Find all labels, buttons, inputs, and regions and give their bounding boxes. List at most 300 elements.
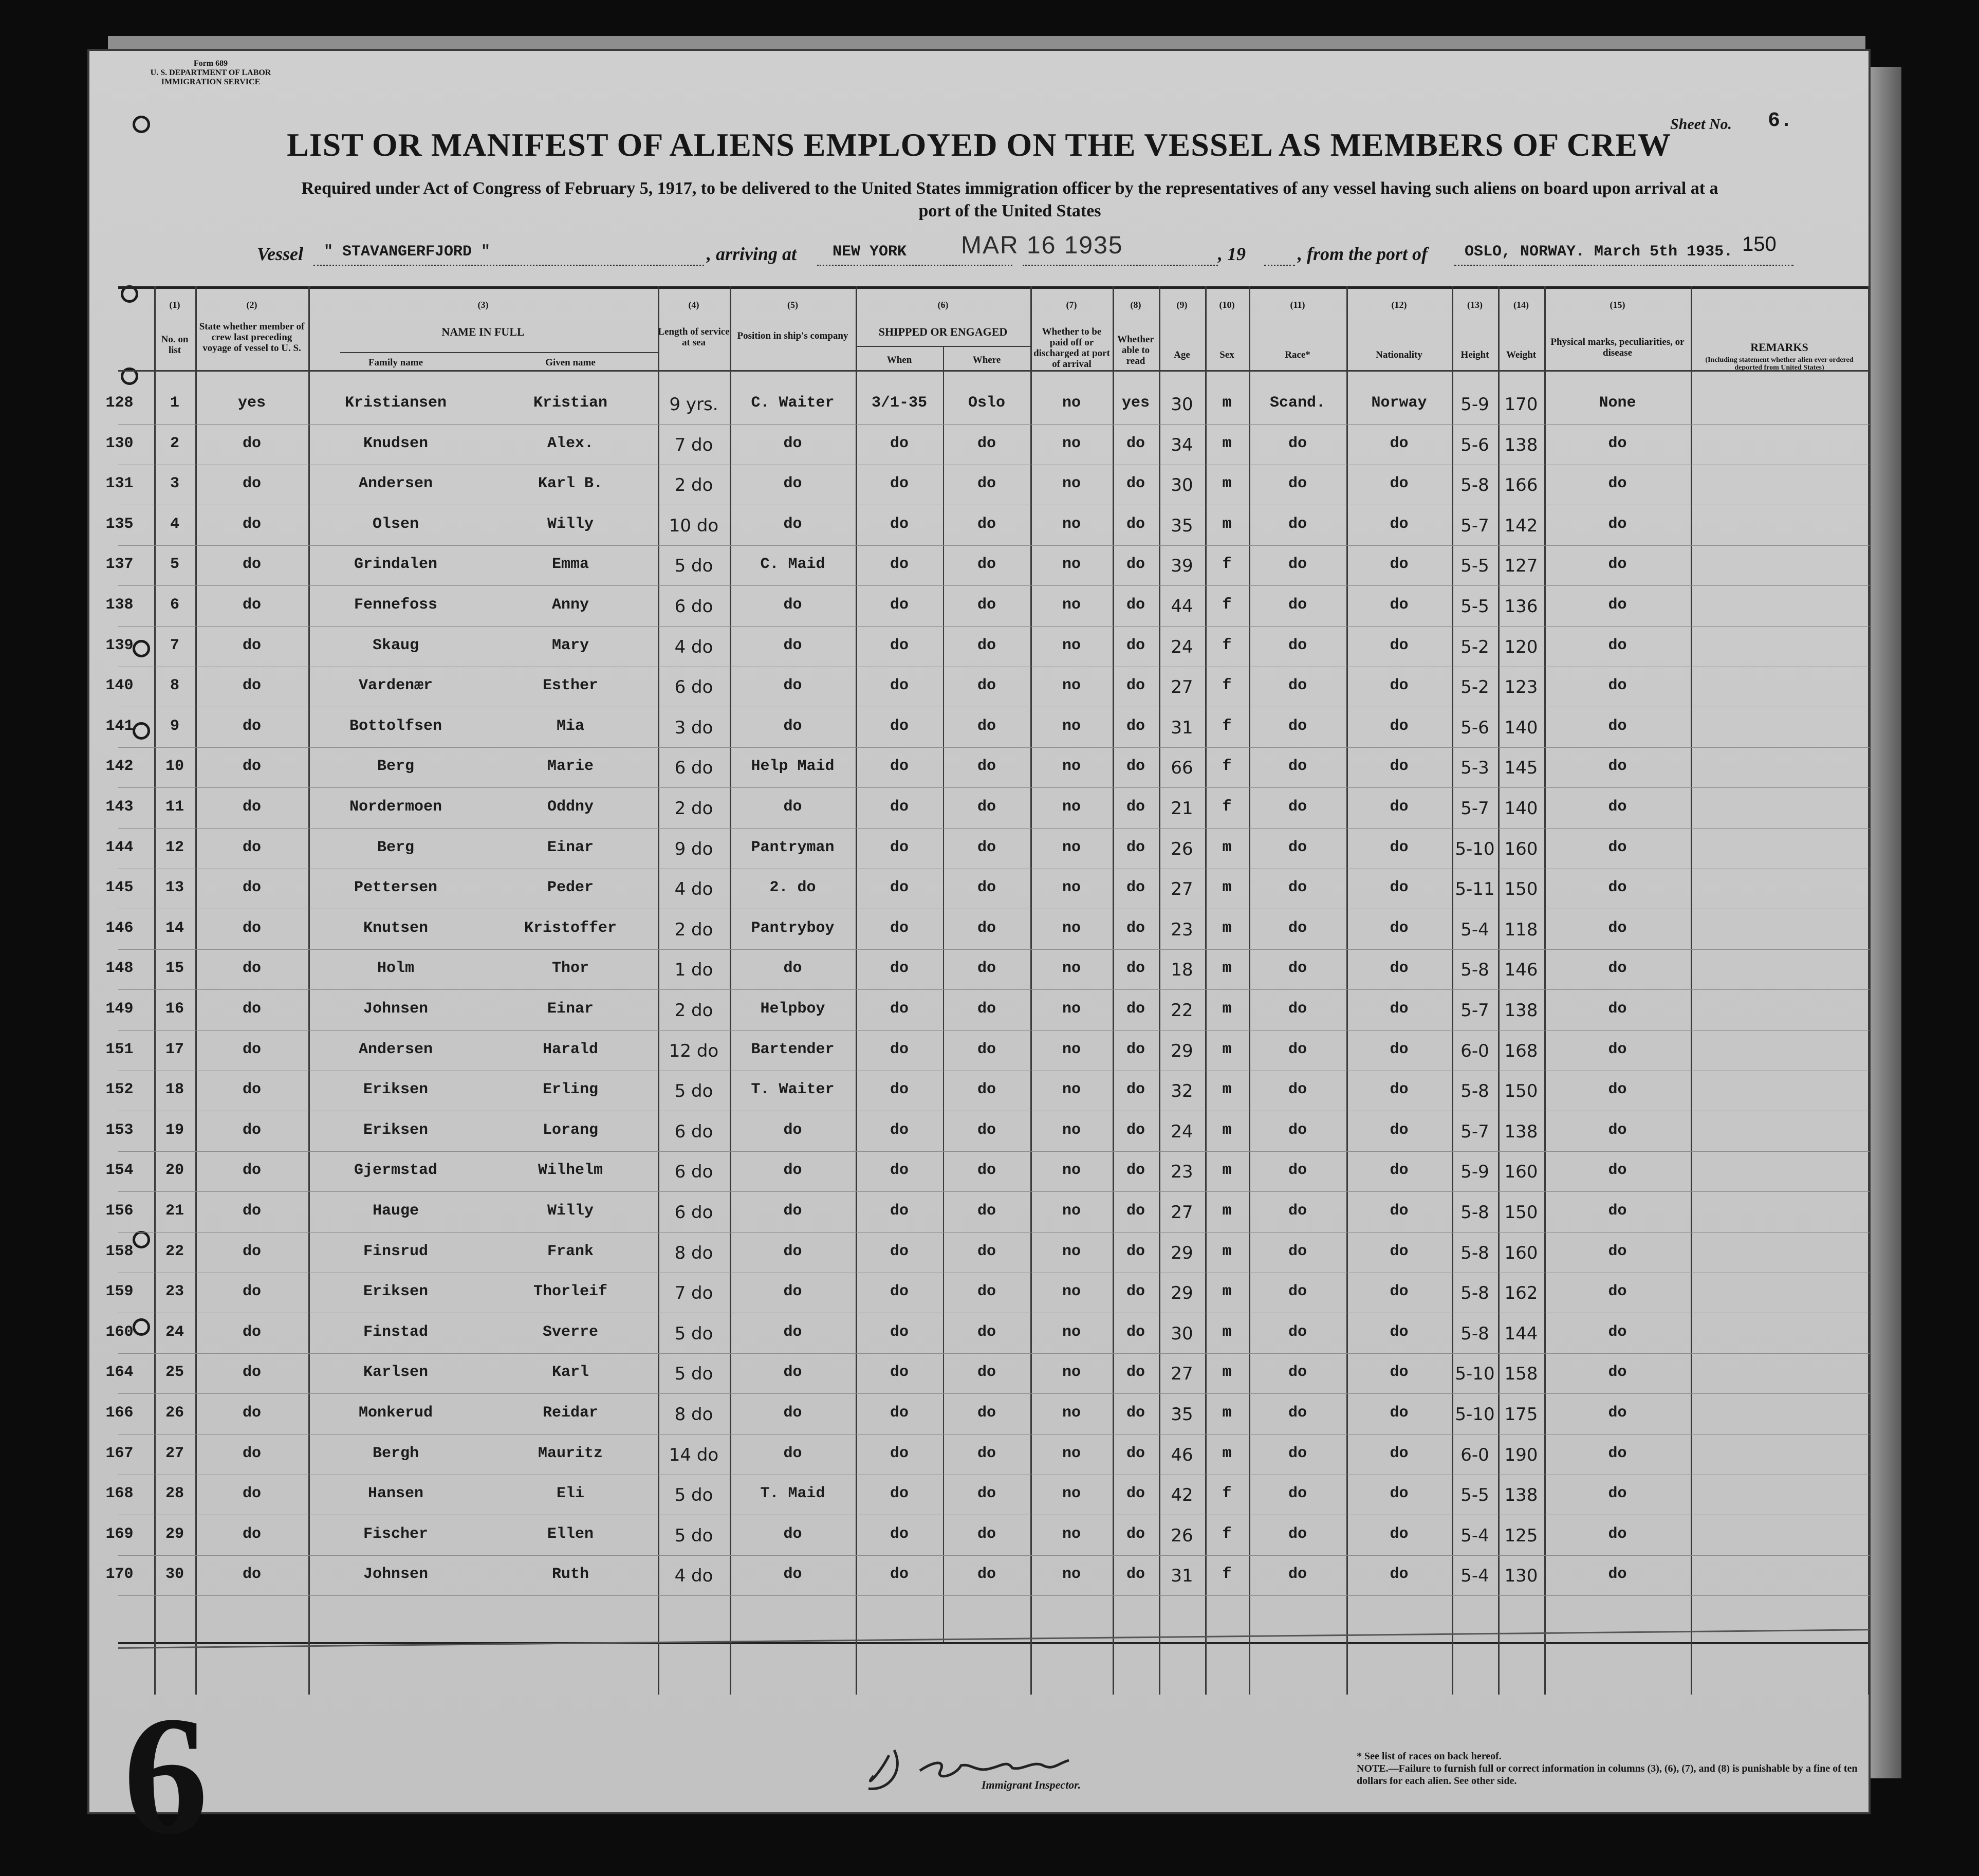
cell-age: 27 xyxy=(1171,879,1193,900)
cell-marks: do xyxy=(1608,434,1627,452)
cell-given: Mauritz xyxy=(538,1444,603,1462)
cell-wt: 162 xyxy=(1504,1283,1538,1304)
cell-ht: 5-10 xyxy=(1455,1364,1495,1385)
cell-prev: do xyxy=(242,1121,261,1139)
col-head-where: Where xyxy=(972,355,1001,365)
col-divider xyxy=(1346,286,1348,1695)
cell-given: Mia xyxy=(556,717,584,735)
cell-wt: 125 xyxy=(1504,1525,1538,1546)
cell-prev: do xyxy=(242,838,261,856)
cell-given: Erling xyxy=(542,1081,599,1099)
cell-no: 22 xyxy=(165,1242,184,1260)
cell-race: do xyxy=(1288,1000,1307,1018)
cell-when: do xyxy=(890,1081,909,1099)
cell-given: Lorang xyxy=(542,1121,599,1139)
cell-paid: no xyxy=(1062,677,1081,695)
cell-sex: f xyxy=(1222,758,1232,776)
col-head-age: Age xyxy=(1174,350,1190,360)
cell-svc: 4 do xyxy=(674,636,713,657)
cell-given: Karl xyxy=(551,1364,589,1382)
arriving-port: NEW YORK xyxy=(833,243,907,261)
cell-pos: do xyxy=(783,677,802,695)
cell-marks: do xyxy=(1608,798,1627,816)
cell-wt: 127 xyxy=(1504,556,1538,577)
cell-where: do xyxy=(977,636,996,654)
cell-age: 39 xyxy=(1171,556,1193,577)
cell-read: do xyxy=(1126,636,1145,654)
col-number: (5) xyxy=(787,300,798,310)
cell-no: 12 xyxy=(165,838,184,856)
cell-no: 30 xyxy=(165,1566,184,1584)
arriving-label: , arriving at xyxy=(707,244,797,264)
cell-marks: do xyxy=(1608,475,1627,493)
cell-where: do xyxy=(977,475,996,493)
cell-marks: do xyxy=(1608,1404,1627,1422)
cell-sex: m xyxy=(1222,1444,1232,1462)
cell-sex: m xyxy=(1222,394,1232,412)
cell-read: do xyxy=(1126,1202,1145,1220)
cell-sex: m xyxy=(1222,1162,1232,1180)
cell-marks: do xyxy=(1608,1283,1627,1301)
cell-no: 28 xyxy=(165,1485,184,1503)
cell-pos: Pantryboy xyxy=(751,919,835,937)
cell-ht: 5-7 xyxy=(1460,1121,1489,1142)
row-rule xyxy=(118,989,1870,990)
row-rule xyxy=(118,828,1870,829)
cell-marks: do xyxy=(1608,919,1627,937)
row-rule xyxy=(118,787,1870,788)
cell-read: do xyxy=(1126,434,1145,452)
cell-read: do xyxy=(1126,1121,1145,1139)
cell-marks: do xyxy=(1608,838,1627,856)
cell-read: do xyxy=(1126,838,1145,856)
cell-nat: do xyxy=(1390,919,1409,937)
row-rule xyxy=(118,1232,1870,1233)
cell-no: 29 xyxy=(165,1525,184,1543)
cell-where: do xyxy=(977,1162,996,1180)
cell-race: do xyxy=(1288,1040,1307,1058)
cell-read: do xyxy=(1126,1283,1145,1301)
cell-given: Einar xyxy=(547,1000,594,1018)
cell-when: do xyxy=(890,1364,909,1382)
cell-ht: 5-10 xyxy=(1455,1404,1495,1425)
page-title: LIST OR MANIFEST OF ALIENS EMPLOYED ON THE VESSEL AS MEMBERS OF CREW xyxy=(287,126,1671,163)
cell-wt: 160 xyxy=(1504,1242,1538,1263)
cell-race: do xyxy=(1288,879,1307,897)
cell-wt: 160 xyxy=(1504,1162,1538,1183)
cell-svc: 1 do xyxy=(674,960,713,981)
cell-given: Wilhelm xyxy=(538,1162,603,1180)
cell-where: do xyxy=(977,1040,996,1058)
cell-age: 32 xyxy=(1171,1081,1193,1102)
cell-read: do xyxy=(1126,798,1145,816)
cell-marks: do xyxy=(1608,636,1627,654)
cell-no: 3 xyxy=(170,475,179,493)
cell-pos: do xyxy=(783,1364,802,1382)
cell-prev: do xyxy=(242,475,261,493)
cell-age: 26 xyxy=(1171,1525,1193,1546)
cell-given: Marie xyxy=(547,758,594,776)
col-divider xyxy=(154,286,156,1695)
cell-read: do xyxy=(1126,1162,1145,1180)
cell-when: do xyxy=(890,960,909,978)
cell-no: 7 xyxy=(170,636,179,654)
cell-svc: 7 do xyxy=(674,1283,713,1304)
cell-svc: 6 do xyxy=(674,1121,713,1142)
cell-wt: 130 xyxy=(1504,1566,1538,1587)
cell-family: Johnsen xyxy=(363,1566,429,1584)
cell-svc: 9 do xyxy=(674,838,713,859)
cell-family: Hansen xyxy=(367,1485,424,1503)
cell-margin: 149 xyxy=(105,1000,134,1018)
col-divider xyxy=(1159,286,1160,1695)
cell-where: do xyxy=(977,1000,996,1018)
cell-family: Nordermoen xyxy=(349,798,442,816)
cell-age: 46 xyxy=(1171,1444,1193,1465)
cell-when: do xyxy=(890,677,909,695)
cell-given: Willy xyxy=(547,1202,594,1220)
year-underline xyxy=(1264,265,1295,266)
cell-age: 35 xyxy=(1171,1404,1193,1425)
cell-marks: do xyxy=(1608,758,1627,776)
cell-sex: m xyxy=(1222,434,1232,452)
cell-where: do xyxy=(977,1323,996,1341)
cell-wt: 138 xyxy=(1504,1121,1538,1142)
cell-age: 44 xyxy=(1171,596,1193,617)
cell-svc: 3 do xyxy=(674,717,713,738)
cell-when: do xyxy=(890,434,909,452)
year-label: , 19 xyxy=(1218,244,1246,264)
cell-prev: do xyxy=(242,677,261,695)
cell-margin: 135 xyxy=(105,515,134,533)
cell-where: do xyxy=(977,1202,996,1220)
cell-marks: do xyxy=(1608,1525,1627,1543)
cell-nat: do xyxy=(1390,1323,1409,1341)
cell-age: 24 xyxy=(1171,636,1193,657)
cell-where: do xyxy=(977,717,996,735)
cell-marks: do xyxy=(1608,1000,1627,1018)
cell-paid: no xyxy=(1062,1323,1081,1341)
cell-paid: no xyxy=(1062,879,1081,897)
cell-read: do xyxy=(1126,1040,1145,1058)
cell-margin: 148 xyxy=(105,960,134,978)
cell-when: do xyxy=(890,1121,909,1139)
cell-prev: do xyxy=(242,556,261,574)
closing-rule xyxy=(118,1629,1870,1649)
footnote-note: NOTE.—Failure to furnish full or correct information in columns (3), (6), (7), and (8) is punishable by a fine of ten dollars for each alien. See other side. xyxy=(1357,1763,1858,1787)
cell-no: 11 xyxy=(165,798,184,816)
cell-race: do xyxy=(1288,1566,1307,1584)
cell-no: 25 xyxy=(165,1364,184,1382)
cell-svc: 4 do xyxy=(674,1566,713,1587)
cell-sex: m xyxy=(1222,515,1232,533)
cell-no: 15 xyxy=(165,960,184,978)
cell-nat: do xyxy=(1390,879,1409,897)
table-top-border xyxy=(118,286,1870,289)
cell-sex: m xyxy=(1222,1242,1232,1260)
header-bottom-border xyxy=(118,370,1870,372)
cell-marks: do xyxy=(1608,1364,1627,1382)
cell-where: do xyxy=(977,677,996,695)
cell-age: 31 xyxy=(1171,1566,1193,1587)
cell-when: do xyxy=(890,717,909,735)
cell-read: do xyxy=(1126,515,1145,533)
cell-ht: 5-7 xyxy=(1460,515,1489,536)
row-rule xyxy=(118,1030,1870,1031)
cell-wt: 160 xyxy=(1504,838,1538,859)
cell-nat: do xyxy=(1390,1242,1409,1260)
cell-when: do xyxy=(890,1242,909,1260)
row-rule xyxy=(118,747,1870,748)
cell-wt: 142 xyxy=(1504,515,1538,536)
form-number: Form 689 xyxy=(193,59,228,68)
col-divider xyxy=(1498,286,1500,1695)
cell-prev: do xyxy=(242,1202,261,1220)
cell-margin: 142 xyxy=(105,758,134,776)
cell-marks: do xyxy=(1608,1566,1627,1584)
cell-sex: f xyxy=(1222,798,1232,816)
cell-read: do xyxy=(1126,1364,1145,1382)
col-number: (9) xyxy=(1176,300,1188,310)
cell-prev: do xyxy=(242,1323,261,1341)
cell-no: 18 xyxy=(165,1081,184,1099)
vessel-label: Vessel xyxy=(257,244,303,264)
cell-age: 18 xyxy=(1171,960,1193,981)
cell-race: do xyxy=(1288,1525,1307,1543)
col-divider xyxy=(1544,286,1546,1695)
cell-where: do xyxy=(977,1444,996,1462)
cell-prev: yes xyxy=(237,394,266,412)
cell-ht: 5-10 xyxy=(1455,838,1495,859)
cell-nat: do xyxy=(1390,1485,1409,1503)
cell-given: Einar xyxy=(547,838,594,856)
col-head-race: Race* xyxy=(1285,350,1310,360)
cell-nat: do xyxy=(1390,960,1409,978)
cell-nat: do xyxy=(1390,758,1409,776)
cell-age: 23 xyxy=(1171,919,1193,940)
cell-sex: m xyxy=(1222,1121,1232,1139)
cell-family: Berg xyxy=(377,758,414,776)
col-number: (14) xyxy=(1513,300,1529,310)
col-number: (11) xyxy=(1290,300,1305,310)
cell-paid: no xyxy=(1062,1283,1081,1301)
cell-paid: no xyxy=(1062,1000,1081,1018)
cell-marks: do xyxy=(1608,1444,1627,1462)
cell-no: 16 xyxy=(165,1000,184,1018)
cell-age: 30 xyxy=(1171,394,1193,415)
cell-when: do xyxy=(890,1525,909,1543)
col-number: (8) xyxy=(1130,300,1141,310)
cell-read: do xyxy=(1126,1566,1145,1584)
cell-prev: do xyxy=(242,636,261,654)
cell-race: do xyxy=(1288,1404,1307,1422)
cell-read: do xyxy=(1126,596,1145,614)
cell-age: 22 xyxy=(1171,1000,1193,1021)
cell-no: 5 xyxy=(170,556,179,574)
cell-family: Berg xyxy=(377,838,414,856)
cell-read: do xyxy=(1126,1323,1145,1341)
cell-svc: 2 do xyxy=(674,919,713,940)
cell-pos: Pantryman xyxy=(751,838,835,856)
cell-svc: 5 do xyxy=(674,1485,713,1506)
cell-family: Karlsen xyxy=(363,1364,429,1382)
cell-where: do xyxy=(977,1242,996,1260)
cell-nat: do xyxy=(1390,1121,1409,1139)
cell-ht: 5-4 xyxy=(1460,919,1489,940)
cell-nat: do xyxy=(1390,515,1409,533)
cell-pos: do xyxy=(783,1121,802,1139)
cell-where: do xyxy=(977,960,996,978)
cell-svc: 5 do xyxy=(674,1364,713,1385)
cell-prev: do xyxy=(242,434,261,452)
cell-paid: no xyxy=(1062,596,1081,614)
cell-race: do xyxy=(1288,1162,1307,1180)
cell-margin: 159 xyxy=(105,1283,134,1301)
cell-given: Eli xyxy=(556,1485,584,1503)
cell-pos: Bartender xyxy=(751,1040,835,1058)
cell-margin: 139 xyxy=(105,636,134,654)
cell-nat: do xyxy=(1390,717,1409,735)
cell-family: Bottolfsen xyxy=(349,717,442,735)
subtitle-line-2: port of the United States xyxy=(918,201,1101,220)
cell-given: Oddny xyxy=(547,798,594,816)
cell-marks: do xyxy=(1608,1202,1627,1220)
cell-race: Scand. xyxy=(1269,394,1326,412)
cell-prev: do xyxy=(242,879,261,897)
cell-age: 27 xyxy=(1171,1202,1193,1223)
cell-nat: do xyxy=(1390,798,1409,816)
cell-wt: 146 xyxy=(1504,960,1538,981)
cell-age: 66 xyxy=(1171,758,1193,779)
cell-marks: None xyxy=(1599,394,1636,412)
cell-sex: f xyxy=(1222,636,1232,654)
cell-family: Gjermstad xyxy=(354,1162,438,1180)
cell-age: 29 xyxy=(1171,1283,1193,1304)
cell-sex: m xyxy=(1222,879,1232,897)
row-rule xyxy=(118,949,1870,950)
from-port-label: , from the port of xyxy=(1298,244,1428,264)
cell-family: Skaug xyxy=(372,636,419,654)
cell-wt: 150 xyxy=(1504,879,1538,900)
row-rule xyxy=(118,1191,1870,1192)
cell-pos: do xyxy=(783,1444,802,1462)
cell-given: Alex. xyxy=(547,434,594,452)
cell-race: do xyxy=(1288,1283,1307,1301)
cell-given: Ruth xyxy=(551,1566,589,1584)
cell-race: do xyxy=(1288,717,1307,735)
cell-pos: Help Maid xyxy=(751,758,835,776)
cell-prev: do xyxy=(242,1081,261,1099)
cell-age: 27 xyxy=(1171,1364,1193,1385)
col-number: (2) xyxy=(246,300,257,310)
cell-prev: do xyxy=(242,1485,261,1503)
cell-race: do xyxy=(1288,838,1307,856)
vessel-name: " STAVANGERFJORD " xyxy=(324,243,491,261)
cell-marks: do xyxy=(1608,677,1627,695)
cell-wt: 145 xyxy=(1504,758,1538,779)
cell-no: 2 xyxy=(170,434,179,452)
cell-family: Kristiansen xyxy=(344,394,447,412)
col-head-name: NAME IN FULL xyxy=(441,325,525,338)
cell-wt: 144 xyxy=(1504,1323,1538,1344)
cell-wt: 118 xyxy=(1504,919,1538,940)
cell-race: do xyxy=(1288,1081,1307,1099)
cell-when: do xyxy=(890,798,909,816)
cell-svc: 14 do xyxy=(669,1444,719,1465)
col-divider xyxy=(1205,286,1207,1695)
cell-no: 14 xyxy=(165,919,184,937)
cell-svc: 8 do xyxy=(674,1242,713,1263)
cell-family: Andersen xyxy=(358,1040,433,1058)
cell-age: 29 xyxy=(1171,1242,1193,1263)
cell-svc: 9 yrs. xyxy=(669,394,718,415)
cell-pos: do xyxy=(783,1404,802,1422)
cell-margin: 144 xyxy=(105,838,134,856)
cell-nat: do xyxy=(1390,1040,1409,1058)
cell-prev: do xyxy=(242,1283,261,1301)
cell-ht: 5-8 xyxy=(1460,1323,1489,1344)
cell-wt: 150 xyxy=(1504,1202,1538,1223)
cell-margin: 167 xyxy=(105,1444,134,1462)
cell-family: Finsrud xyxy=(363,1242,429,1260)
cell-margin: 164 xyxy=(105,1364,134,1382)
cell-where: do xyxy=(977,919,996,937)
cell-family: Knutsen xyxy=(363,919,429,937)
col-divider xyxy=(308,286,310,1695)
col-head-sex: Sex xyxy=(1219,350,1234,360)
cell-sex: f xyxy=(1222,1525,1232,1543)
cell-when: do xyxy=(890,1444,909,1462)
cell-given: Anny xyxy=(551,596,589,614)
cell-read: do xyxy=(1126,758,1145,776)
cell-race: do xyxy=(1288,960,1307,978)
cell-svc: 2 do xyxy=(674,475,713,496)
cell-paid: no xyxy=(1062,475,1081,493)
col-head-given-name: Given name xyxy=(545,357,596,368)
cell-when: 3/1-35 xyxy=(871,394,928,412)
cell-read: do xyxy=(1126,556,1145,574)
col-number: (1) xyxy=(169,300,180,310)
cell-paid: no xyxy=(1062,838,1081,856)
cell-family: Johnsen xyxy=(363,1000,429,1018)
cell-nat: do xyxy=(1390,1566,1409,1584)
cell-paid: no xyxy=(1062,1242,1081,1260)
cell-prev: do xyxy=(242,1162,261,1180)
cell-sex: m xyxy=(1222,1081,1232,1099)
cell-wt: 138 xyxy=(1504,1485,1538,1506)
cell-sex: f xyxy=(1222,1485,1232,1503)
cell-no: 6 xyxy=(170,596,179,614)
sheet-number-value: 6. xyxy=(1768,109,1793,133)
cell-pos: Helpboy xyxy=(760,1000,825,1018)
col-divider xyxy=(1452,286,1453,1695)
cell-read: do xyxy=(1126,1525,1145,1543)
cell-prev: do xyxy=(242,515,261,533)
cell-svc: 7 do xyxy=(674,434,713,455)
cell-pos: T. Waiter xyxy=(751,1081,835,1099)
cell-race: do xyxy=(1288,434,1307,452)
col-head-family-name: Family name xyxy=(368,357,423,368)
row-rule xyxy=(118,1151,1870,1152)
cell-paid: no xyxy=(1062,717,1081,735)
cell-paid: no xyxy=(1062,1040,1081,1058)
cell-given: Esther xyxy=(542,677,599,695)
col-head-remarks-sub: (Including statement whether alien ever ordered deported from United States) xyxy=(1705,356,1854,372)
cell-sex: m xyxy=(1222,1323,1232,1341)
cell-sex: m xyxy=(1222,1000,1232,1018)
cell-nat: do xyxy=(1390,1000,1409,1018)
cell-wt: 175 xyxy=(1504,1404,1538,1425)
